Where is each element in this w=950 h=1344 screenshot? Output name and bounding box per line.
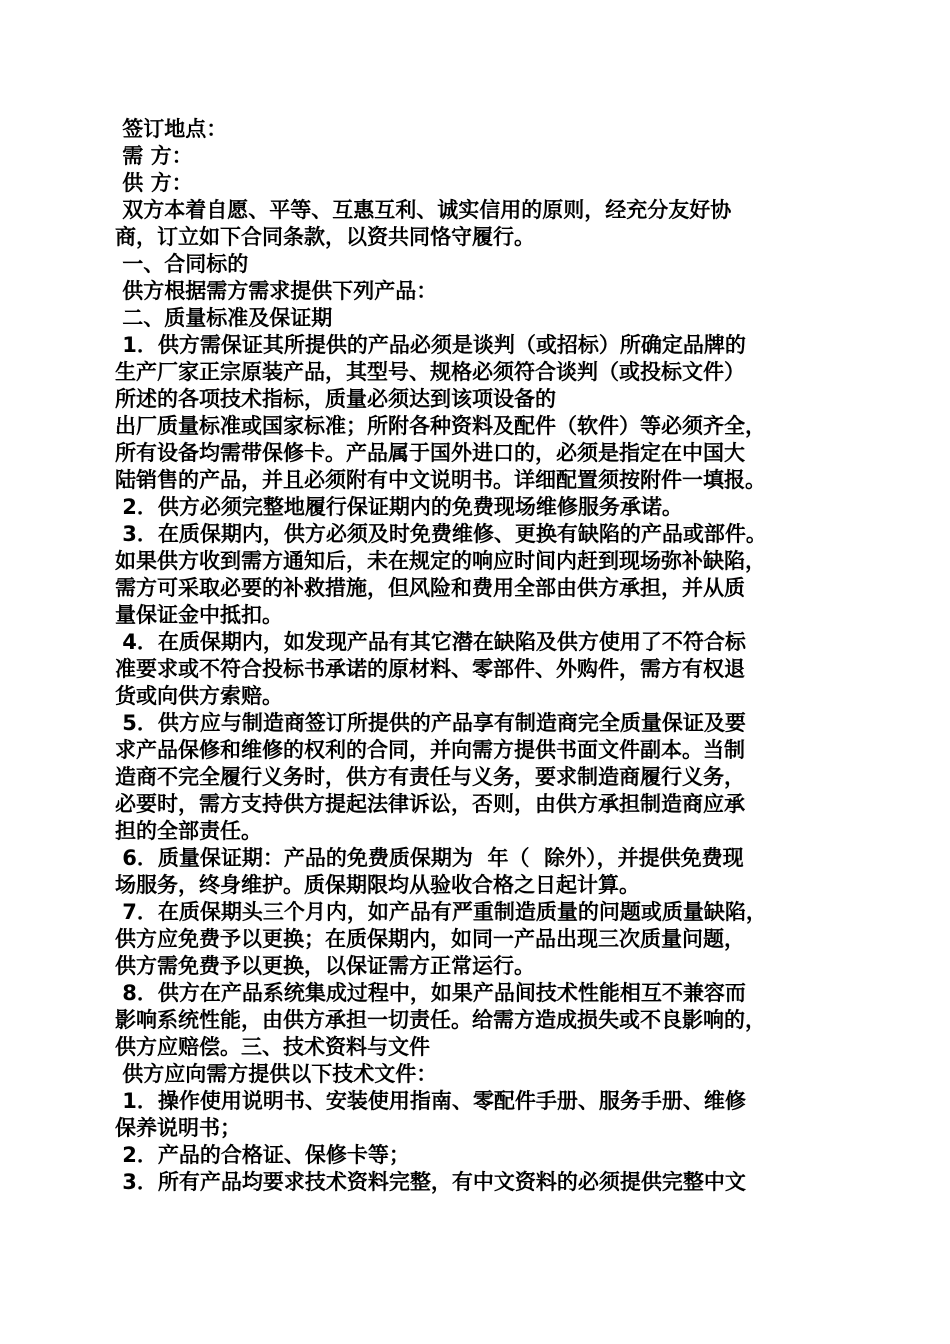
text-line: 2．供方必须完整地履行保证期内的免费现场维修服务承诺。 — [115, 495, 683, 519]
text-line: 供方根据需方需求提供下列产品： — [115, 279, 438, 303]
text-line: 需方可采取必要的补救措施，但风险和费用全部由供方承担，并从质 — [115, 576, 745, 600]
text-line: 8．供方在产品系统集成过程中，如果产品间技术性能相互不兼容而 — [115, 981, 746, 1005]
text-line: 双方本着自愿、平等、互惠互利、诚实信用的原则，经充分友好协 — [115, 198, 732, 222]
text-line: 供方需免费予以更换，以保证需方正常运行。 — [115, 954, 535, 978]
text-line: 造商不完全履行义务时，供方有责任与义务，要求制造商履行义务， — [115, 765, 745, 789]
text-line: 求产品保修和维修的权利的合同，并向需方提供书面文件副本。当制 — [115, 738, 745, 762]
text-line: 影响系统性能，由供方承担一切责任。给需方造成损失或不良影响的， — [115, 1008, 766, 1032]
text-line: 4．在质保期内，如发现产品有其它潜在缺陷及供方使用了不符合标 — [115, 630, 746, 654]
text-line: 陆销售的产品，并且必须附有中文说明书。详细配置须按附件一填报。 — [115, 468, 766, 492]
text-line: 场服务，终身维护。质保期限均从验收合格之日起计算。 — [115, 873, 640, 897]
text-line: 2．产品的合格证、保修卡等； — [115, 1143, 410, 1167]
text-line: 7．在质保期头三个月内，如产品有严重制造质量的问题或质量缺陷， — [115, 900, 767, 924]
text-line: 供 方： — [115, 171, 193, 195]
text-line: 5．供方应与制造商签订所提供的产品享有制造商完全质量保证及要 — [115, 711, 746, 735]
text-line: 商，订立如下合同条款，以资共同恪守履行。 — [115, 225, 535, 249]
text-line: 所有设备均需带保修卡。产品属于国外进口的，必须是指定在中国大 — [115, 441, 745, 465]
text-line: 需 方： — [115, 144, 193, 168]
text-line: 3．在质保期内，供方必须及时免费维修、更换有缺陷的产品或部件。 — [115, 522, 767, 546]
text-line: 保养说明书； — [115, 1116, 241, 1140]
text-line: 签订地点： — [115, 117, 228, 141]
text-line: 供方应免费予以更换；在质保期内，如同一产品出现三次质量问题， — [115, 927, 745, 951]
text-line: 二、质量标准及保证期 — [115, 306, 333, 330]
text-line: 货或向供方索赔。 — [115, 684, 283, 708]
text-line: 1．供方需保证其所提供的产品必须是谈判（或招标）所确定品牌的 — [115, 333, 746, 357]
text-line: 所述的各项技术指标，质量必须达到该项设备的 — [115, 387, 556, 411]
text-line: 生产厂家正宗原装产品，其型号、规格必须符合谈判（或投标文件） — [115, 360, 745, 384]
text-line: 供方应赔偿。三、技术资料与文件 — [115, 1035, 430, 1059]
contract-text — [115, 116, 845, 1196]
text-line: 必要时，需方支持供方提起法律诉讼，否则，由供方承担制造商应承 — [115, 792, 745, 816]
text-line: 出厂质量标准或国家标准；所附各种资料及配件（软件）等必须齐全， — [115, 414, 766, 438]
text-line: 准要求或不符合投标书承诺的原材料、零部件、外购件，需方有权退 — [115, 657, 745, 681]
text-line: 量保证金中抵扣。 — [115, 603, 283, 627]
text-line: 一、合同标的 — [115, 252, 249, 276]
text-line: 担的全部责任。 — [115, 819, 262, 843]
text-line: 3．所有产品均要求技术资料完整，有中文资料的必须提供完整中文 — [115, 1170, 746, 1194]
text-line: 1．操作使用说明书、安装使用指南、零配件手册、服务手册、维修 — [115, 1089, 746, 1113]
text-line: 6．质量保证期：产品的免费质保期为 年（ 除外），并提供免费现 — [115, 846, 744, 870]
text-line: 如果供方收到需方通知后，未在规定的响应时间内赶到现场弥补缺陷， — [115, 549, 766, 573]
text-line: 供方应向需方提供以下技术文件： — [115, 1062, 438, 1086]
